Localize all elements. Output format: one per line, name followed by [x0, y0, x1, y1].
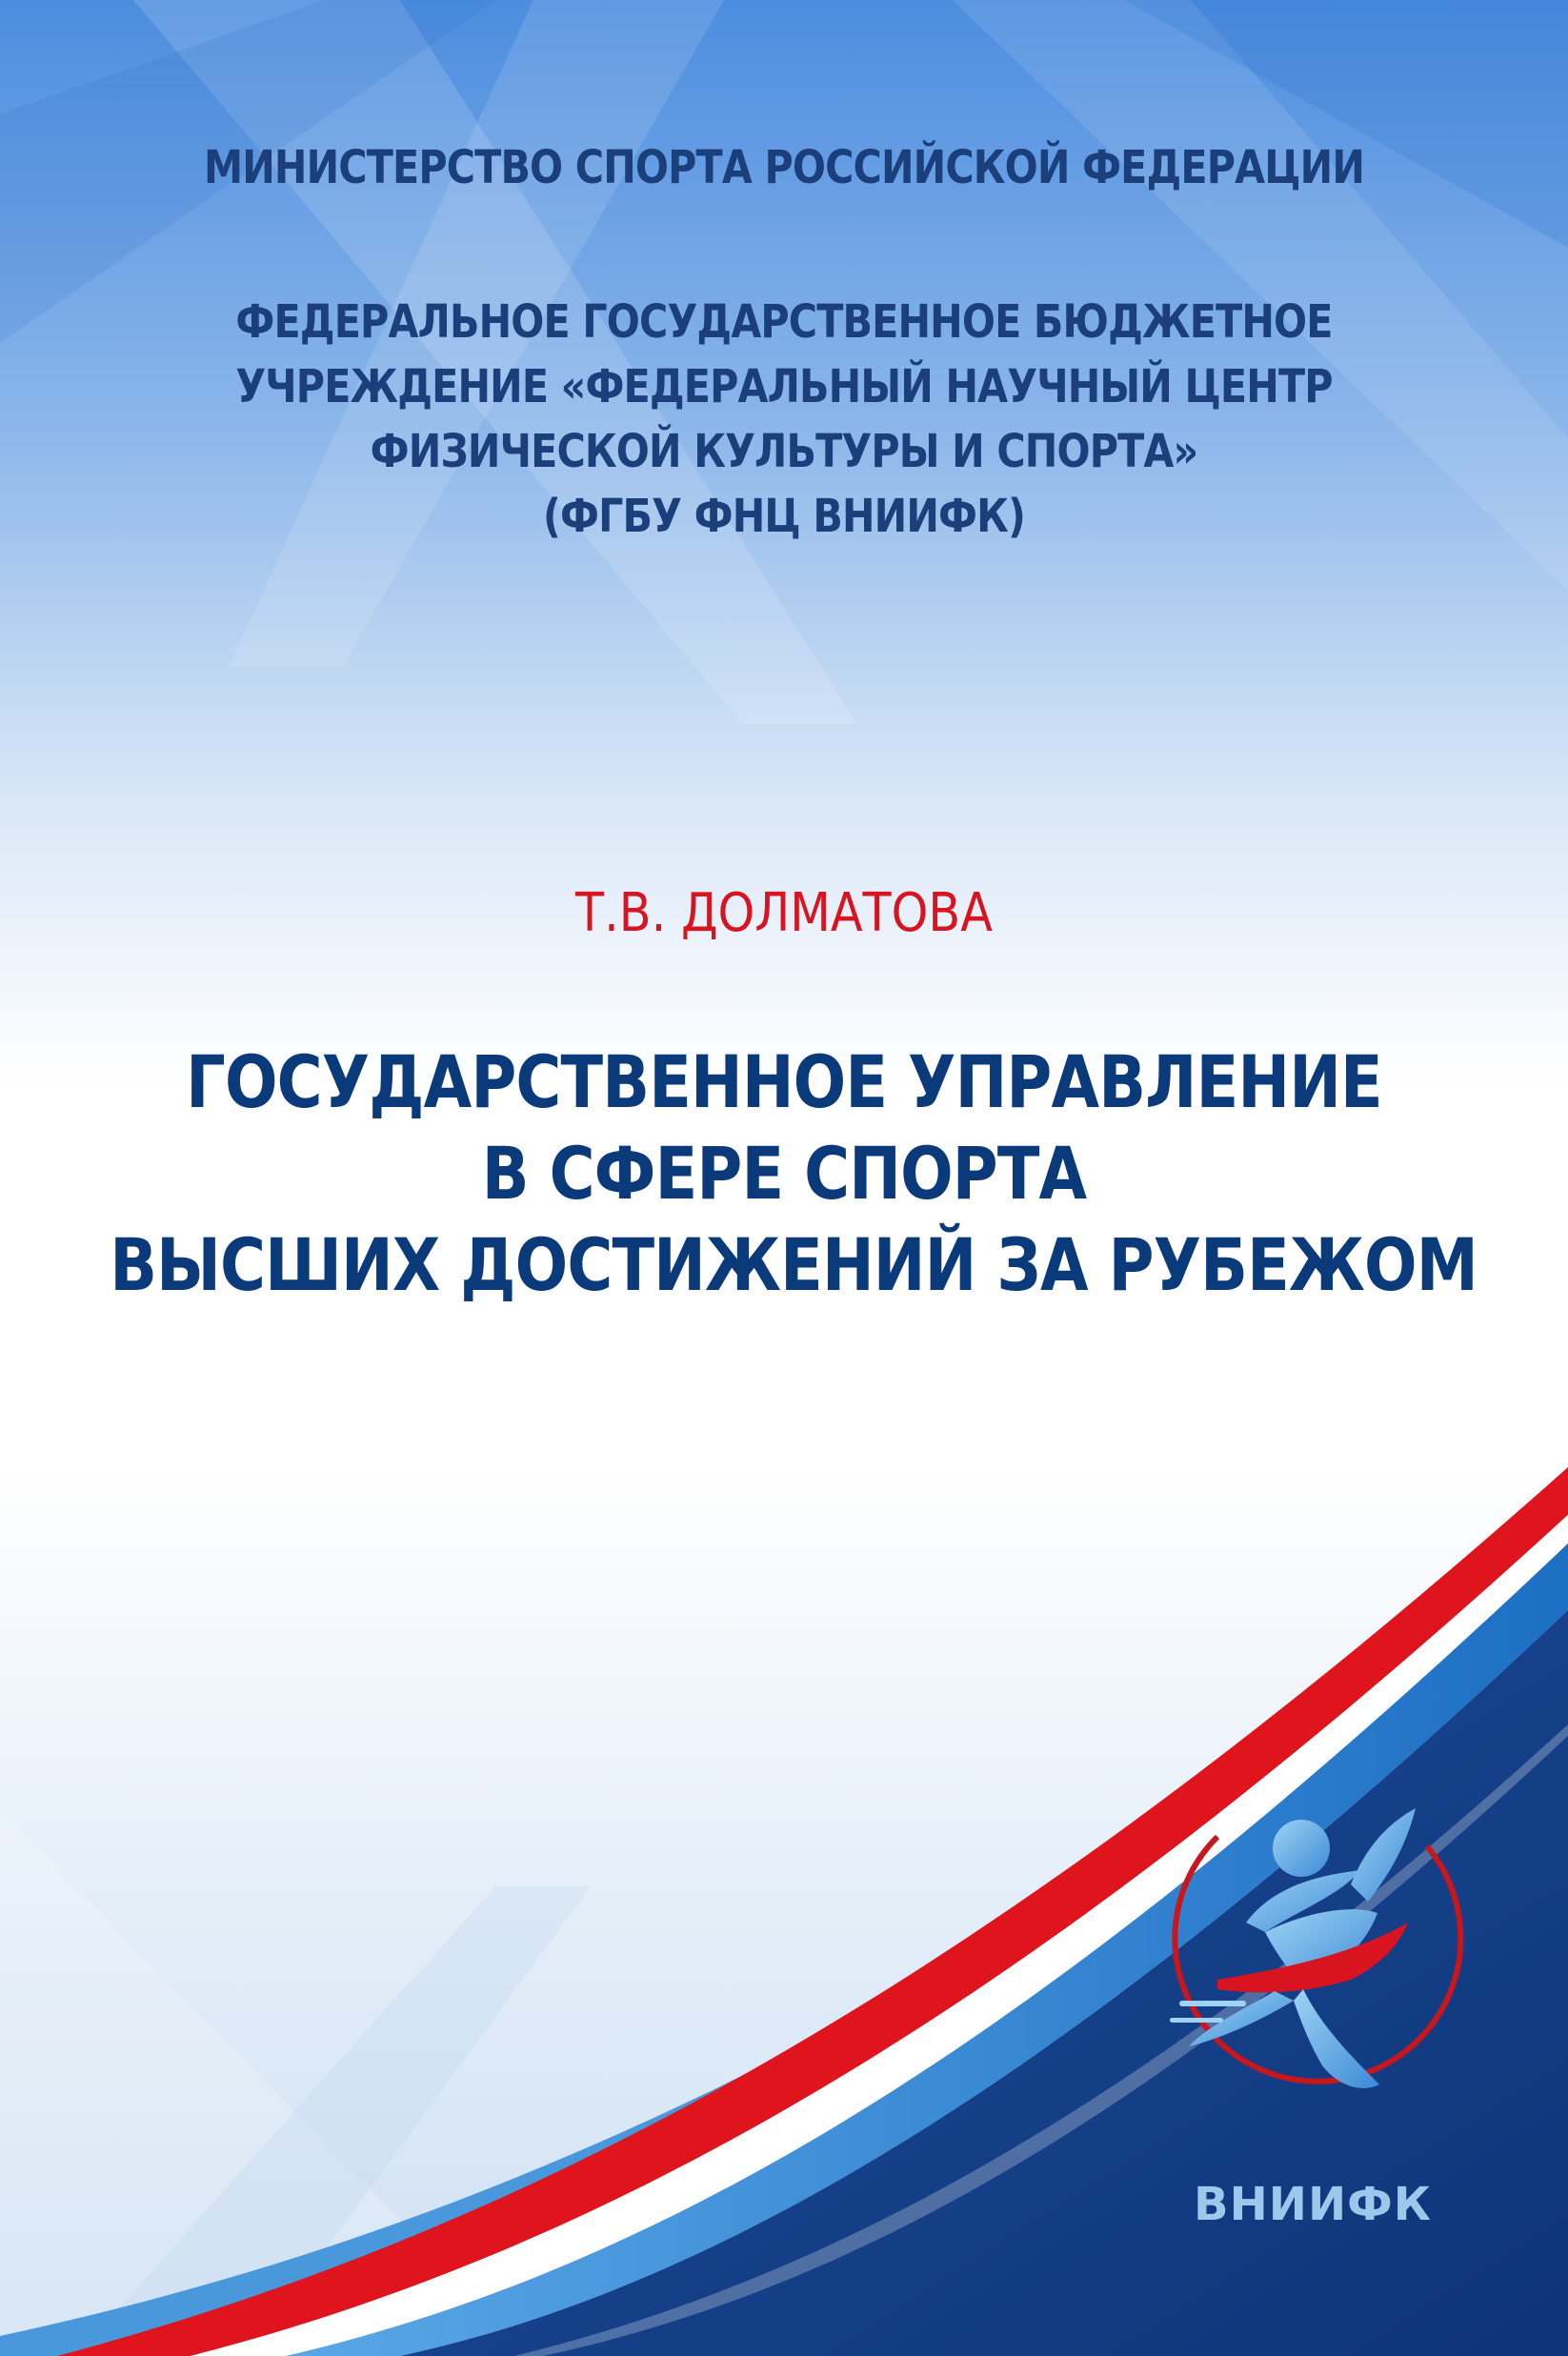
institution-line: ФИЗИЧЕСКОЙ КУЛЬТУРЫ И СПОРТА»	[370, 425, 1198, 478]
author-name: Т.В. ДОЛМАТОВА	[575, 882, 993, 944]
ministry-heading: МИНИСТЕРСТВО СПОРТА РОССИЙСКОЙ ФЕДЕРАЦИИ	[203, 141, 1365, 194]
book-title	[110, 1037, 1478, 1311]
title-line: ГОСУДАРСТВЕННОЕ УПРАВЛЕНИЕ	[186, 1039, 1382, 1124]
institution-line: УЧРЕЖДЕНИЕ «ФЕДЕРАЛЬНЫЙ НАУЧНЫЙ ЦЕНТР	[235, 360, 1333, 413]
institution-heading	[110, 290, 1458, 549]
institution-line: (ФГБУ ФНЦ ВНИИФК)	[543, 490, 1025, 543]
title-line: ВЫСШИХ ДОСТИЖЕНИЙ ЗА РУБЕЖОМ	[110, 1222, 1478, 1307]
running-athlete-icon	[1160, 1780, 1465, 2227]
title-line: В СФЕРЕ СПОРТА	[481, 1131, 1087, 1216]
logo-text: ВНИИФК	[1194, 2178, 1432, 2231]
institution-line: ФЕДЕРАЛЬНОЕ ГОСУДАРСТВЕННОЕ БЮДЖЕТНОЕ	[235, 295, 1333, 349]
